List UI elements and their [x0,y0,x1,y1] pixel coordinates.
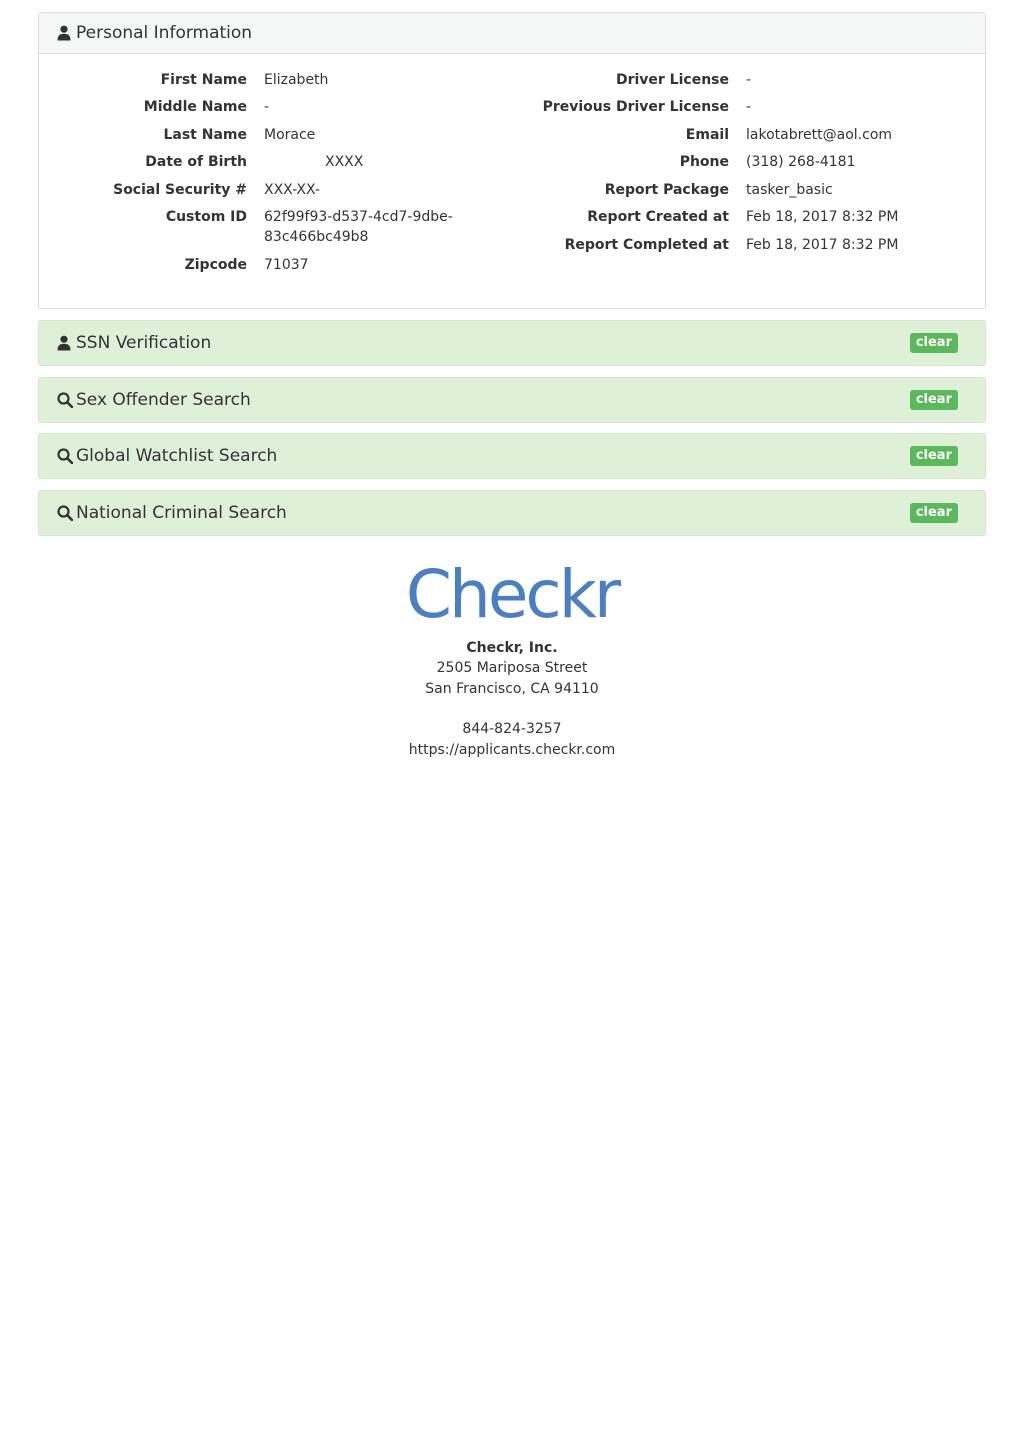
field-label: First Name [160,72,247,88]
field-label: Last Name [163,127,247,143]
field-value: 71037 [264,257,309,273]
user-icon [57,335,71,351]
section-national-criminal-search[interactable] [38,490,986,536]
section-title: Global Watchlist Search [76,446,278,466]
field-label: Zipcode [184,257,247,273]
section-title: SSN Verification [76,333,212,353]
address-line-2: San Francisco, CA 94110 [425,680,599,697]
field-label: Email [685,127,729,143]
field-value: Elizabeth [264,72,329,88]
field-label: Middle Name [143,99,247,115]
field-label: Previous Driver License [542,99,729,115]
status-badge: clear [910,333,958,353]
section-sex-offender-search[interactable] [38,377,986,423]
section-ssn-verification[interactable] [38,320,986,366]
field-label: Driver License [615,72,729,88]
section-title: Sex Offender Search [76,390,251,410]
checkr-logo: Checkr [405,556,619,633]
field-label: Report Package [604,182,729,198]
company-name: Checkr, Inc. [466,640,558,656]
field-label: Report Created at [587,209,729,225]
panel-title: Personal Information [76,23,253,43]
field-value: (318) 268-4181 [746,154,856,170]
field-value: Feb 18, 2017 8:32 PM [746,237,899,253]
panel-heading [39,13,985,54]
field-value: XXX-XX- [264,182,320,198]
field-value: tasker_basic [746,182,833,198]
field-label: Social Security # [113,182,247,198]
search-icon [57,505,71,521]
field-label: Phone [679,154,729,170]
field-value: 62f99f93-d537-4cd7-9dbe-83c466bc49b8 [264,209,453,245]
company-phone: 844-824-3257 [462,721,562,737]
field-value: - [746,99,752,115]
status-badge: clear [910,390,958,410]
field-label: Custom ID [165,209,247,225]
field-value: lakotabrett@aol.com [746,127,893,143]
personal-info-body [39,54,985,308]
field-label: Date of Birth [145,154,247,170]
section-global-watchlist-search[interactable] [38,433,986,479]
status-badge: clear [910,503,958,523]
field-label: Report Completed at [564,237,729,253]
spacer [0,699,1024,719]
user-icon [57,25,71,41]
company-website[interactable]: https://applicants.checkr.com [408,741,616,758]
status-badge: clear [910,446,958,466]
footer [0,556,1024,760]
search-icon [57,392,71,408]
field-value: - [264,99,270,115]
search-icon [57,448,71,464]
field-value: - [746,72,752,88]
personal-information-panel [38,12,986,309]
field-value: Feb 18, 2017 8:32 PM [746,209,899,225]
field-value: Morace [264,127,316,143]
section-title: National Criminal Search [76,503,287,523]
field-value: XXXX [325,154,364,170]
address-line-1: 2505 Mariposa Street [436,660,588,676]
